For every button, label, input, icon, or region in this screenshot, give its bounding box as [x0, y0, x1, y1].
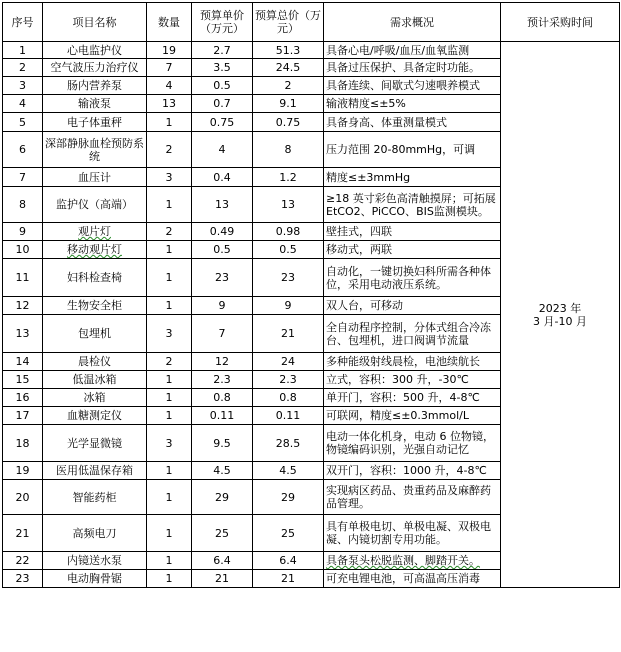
- row-req: 移动式，两联: [324, 241, 501, 259]
- row-qty: 1: [147, 515, 192, 552]
- row-seq: 10: [3, 241, 43, 259]
- row-total: 28.5: [253, 425, 324, 462]
- row-name: 心电监护仪: [43, 42, 147, 59]
- procurement-table: [2, 2, 620, 588]
- row-req: 双开门，容积：1000 升，4-8℃: [324, 462, 501, 480]
- row-seq: 22: [3, 552, 43, 570]
- row-name: 包埋机: [43, 315, 147, 353]
- row-unit-price: 0.49: [192, 223, 253, 241]
- row-unit-price: 0.8: [192, 389, 253, 407]
- row-unit-price: 0.11: [192, 407, 253, 425]
- row-name: 妇科检查椅: [43, 259, 147, 297]
- row-name: 观片灯: [43, 223, 147, 241]
- row-qty: 1: [147, 407, 192, 425]
- row-unit-price: 21: [192, 570, 253, 588]
- row-qty: 1: [147, 371, 192, 389]
- row-unit-price: 0.5: [192, 241, 253, 259]
- row-req: 全自动程序控制，分体式组合冷冻台、包埋机，进口阀调节流量: [324, 315, 501, 353]
- row-unit-price: 4: [192, 132, 253, 168]
- row-unit-price: 2.3: [192, 371, 253, 389]
- row-total: 29: [253, 480, 324, 515]
- row-total: 4.5: [253, 462, 324, 480]
- row-name: 智能药柜: [43, 480, 147, 515]
- row-total: 9.1: [253, 95, 324, 113]
- row-unit-price: 0.7: [192, 95, 253, 113]
- row-name: 监护仪（高端）: [43, 187, 147, 223]
- row-seq: 19: [3, 462, 43, 480]
- row-unit-price: 0.5: [192, 77, 253, 95]
- row-seq: 6: [3, 132, 43, 168]
- row-name: 光学显微镜: [43, 425, 147, 462]
- row-qty: 7: [147, 59, 192, 77]
- row-unit-price: 9: [192, 297, 253, 315]
- row-name: 电动胸骨锯: [43, 570, 147, 588]
- row-qty: 1: [147, 389, 192, 407]
- row-req: 自动化，一键切换妇科所需各种体位，采用电动液压系统。: [324, 259, 501, 297]
- header-unit-price: 预算单价（万元）: [192, 3, 253, 42]
- row-qty: 13: [147, 95, 192, 113]
- row-req: 可联网，精度≤±0.3mmol/L: [324, 407, 501, 425]
- row-total: 23: [253, 259, 324, 297]
- row-qty: 1: [147, 113, 192, 132]
- period-line-2: 3 月-10 月: [533, 314, 587, 328]
- row-unit-price: 7: [192, 315, 253, 353]
- row-total: 1.2: [253, 168, 324, 187]
- row-req: 具备心电/呼吸/血压/血氧监测: [324, 42, 501, 59]
- row-unit-price: 6.4: [192, 552, 253, 570]
- row-req: 精度≤±3mmHg: [324, 168, 501, 187]
- row-unit-price: 0.75: [192, 113, 253, 132]
- row-seq: 4: [3, 95, 43, 113]
- row-seq: 5: [3, 113, 43, 132]
- header-seq: 序号: [3, 3, 43, 42]
- row-seq: 7: [3, 168, 43, 187]
- row-seq: 3: [3, 77, 43, 95]
- row-qty: 1: [147, 259, 192, 297]
- row-total: 9: [253, 297, 324, 315]
- table-row: [3, 42, 620, 59]
- row-name: 生物安全柜: [43, 297, 147, 315]
- row-qty: 1: [147, 462, 192, 480]
- row-name: 低温冰箱: [43, 371, 147, 389]
- row-qty: 2: [147, 132, 192, 168]
- row-seq: 11: [3, 259, 43, 297]
- row-unit-price: 13: [192, 187, 253, 223]
- row-name: 移动观片灯: [43, 241, 147, 259]
- row-qty: 2: [147, 353, 192, 371]
- header-total: 预算总价（万元）: [253, 3, 324, 42]
- row-qty: 4: [147, 77, 192, 95]
- row-unit-price: 2.7: [192, 42, 253, 59]
- row-req: 实现病区药品、贵重药品及麻醉药品管理。: [324, 480, 501, 515]
- row-req: 压力范围 20-80mmHg，可调: [324, 132, 501, 168]
- row-req: 具备泵头松脱监测、脚踏开关。: [324, 552, 501, 570]
- row-total: 0.8: [253, 389, 324, 407]
- row-seq: 15: [3, 371, 43, 389]
- row-seq: 23: [3, 570, 43, 588]
- row-name: 肠内营养泵: [43, 77, 147, 95]
- row-name: 深部静脉血栓预防系统: [43, 132, 147, 168]
- row-total: 0.11: [253, 407, 324, 425]
- row-seq: 18: [3, 425, 43, 462]
- row-seq: 17: [3, 407, 43, 425]
- row-qty: 3: [147, 315, 192, 353]
- row-qty: 1: [147, 480, 192, 515]
- row-req: 具有单极电切、单极电凝、双极电凝、内镜切割专用功能。: [324, 515, 501, 552]
- row-name: 血糖测定仪: [43, 407, 147, 425]
- row-seq: 16: [3, 389, 43, 407]
- row-total: 25: [253, 515, 324, 552]
- header-row: [3, 3, 620, 42]
- row-total: 6.4: [253, 552, 324, 570]
- row-qty: 1: [147, 570, 192, 588]
- row-qty: 3: [147, 425, 192, 462]
- row-req: 单开门，容积：500 升，4-8℃: [324, 389, 501, 407]
- row-total: 24: [253, 353, 324, 371]
- row-seq: 9: [3, 223, 43, 241]
- row-total: 0.75: [253, 113, 324, 132]
- row-unit-price: 4.5: [192, 462, 253, 480]
- header-period: 预计采购时间: [501, 3, 620, 42]
- row-qty: 1: [147, 187, 192, 223]
- row-unit-price: 12: [192, 353, 253, 371]
- row-unit-price: 9.5: [192, 425, 253, 462]
- row-total: 21: [253, 315, 324, 353]
- row-unit-price: 25: [192, 515, 253, 552]
- row-total: 2.3: [253, 371, 324, 389]
- row-req: 具备连续、间歇式匀速喂养模式: [324, 77, 501, 95]
- row-name: 血压计: [43, 168, 147, 187]
- row-seq: 21: [3, 515, 43, 552]
- row-name: 内镜送水泵: [43, 552, 147, 570]
- row-seq: 2: [3, 59, 43, 77]
- row-req: 壁挂式，四联: [324, 223, 501, 241]
- row-req: 输液精度≤±5%: [324, 95, 501, 113]
- header-qty: 数量: [147, 3, 192, 42]
- row-total: 0.98: [253, 223, 324, 241]
- row-req: 立式，容积：300 升，-30℃: [324, 371, 501, 389]
- row-seq: 14: [3, 353, 43, 371]
- row-qty: 1: [147, 241, 192, 259]
- row-seq: 20: [3, 480, 43, 515]
- row-qty: 19: [147, 42, 192, 59]
- row-name: 医用低温保存箱: [43, 462, 147, 480]
- row-unit-price: 3.5: [192, 59, 253, 77]
- row-qty: 1: [147, 297, 192, 315]
- period-line-1: 2023 年: [538, 301, 582, 315]
- row-req: ≥18 英寸彩色高清触摸屏；可拓展EtCO2、PiCCO、BIS监测模块。: [324, 187, 501, 223]
- row-qty: 1: [147, 552, 192, 570]
- row-qty: 3: [147, 168, 192, 187]
- row-total: 0.5: [253, 241, 324, 259]
- row-seq: 1: [3, 42, 43, 59]
- row-req: 具备身高、体重测量模式: [324, 113, 501, 132]
- row-name: 晨检仪: [43, 353, 147, 371]
- header-name: 项目名称: [43, 3, 147, 42]
- row-name: 电子体重秤: [43, 113, 147, 132]
- row-req: 电动一体化机身，电动 6 位物镜，物镜编码识别，光强自动记忆: [324, 425, 501, 462]
- row-total: 8: [253, 132, 324, 168]
- row-total: 13: [253, 187, 324, 223]
- row-name: 高频电刀: [43, 515, 147, 552]
- row-total: 51.3: [253, 42, 324, 59]
- row-req: 可充电锂电池，可高温高压消毒: [324, 570, 501, 588]
- row-total: 24.5: [253, 59, 324, 77]
- row-unit-price: 0.4: [192, 168, 253, 187]
- row-req: 具备过压保护、具备定时功能。: [324, 59, 501, 77]
- header-req: 需求概况: [324, 3, 501, 42]
- row-seq: 8: [3, 187, 43, 223]
- row-name: 冰箱: [43, 389, 147, 407]
- row-total: 2: [253, 77, 324, 95]
- row-name: 输液泵: [43, 95, 147, 113]
- row-seq: 13: [3, 315, 43, 353]
- row-qty: 2: [147, 223, 192, 241]
- purchase-period: [501, 42, 620, 588]
- row-unit-price: 29: [192, 480, 253, 515]
- row-req: 双人台，可移动: [324, 297, 501, 315]
- row-name: 空气波压力治疗仪: [43, 59, 147, 77]
- row-total: 21: [253, 570, 324, 588]
- row-seq: 12: [3, 297, 43, 315]
- row-req: 多种能级射线晨检，电池续航长: [324, 353, 501, 371]
- row-unit-price: 23: [192, 259, 253, 297]
